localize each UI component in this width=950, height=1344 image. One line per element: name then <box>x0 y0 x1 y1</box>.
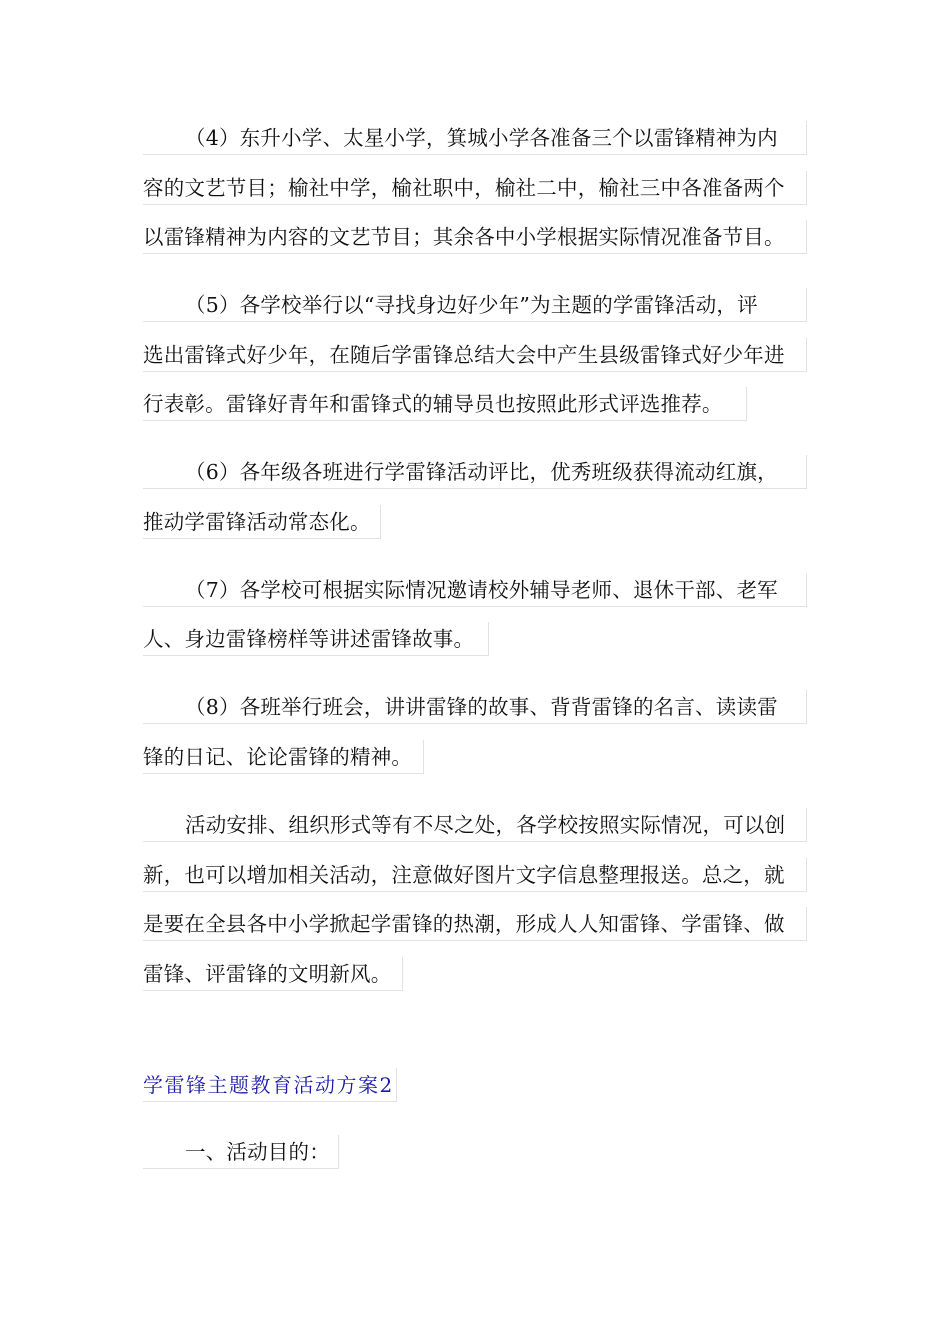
paragraph-4-line-2: 人、身边雷锋榜样等讲述雷锋故事。 <box>143 622 489 656</box>
paragraph-2-line-3: 行表彰。雷锋好青年和雷锋式的辅导员也按照此形式评选推荐。 <box>143 387 747 421</box>
section-heading: 学雷锋主题教育活动方案2 <box>143 1068 397 1102</box>
paragraph-1-line-3: 以雷锋精神为内容的文艺节目；其余各中小学根据实际情况准备节目。 <box>143 220 807 254</box>
paragraph-6-line-4: 雷锋、评雷锋的文明新风。 <box>143 957 403 991</box>
paragraph-5-line-2: 锋的日记、论论雷锋的精神。 <box>143 740 424 774</box>
paragraph-2-line-2: 选出雷锋式好少年，在随后学雷锋总结大会中产生县级雷锋式好少年进 <box>143 338 807 372</box>
paragraph-3-line-2: 推动学雷锋活动常态化。 <box>143 505 381 539</box>
paragraph-6-line-3: 是要在全县各中小学掀起学雷锋的热潮，形成人人知雷锋、学雷锋、做 <box>143 907 807 941</box>
paragraph-6-line-1: 活动安排、组织形式等有不尽之处，各学校按照实际情况，可以创 <box>143 808 807 842</box>
paragraph-1-line-1: （4）东升小学、太星小学，箕城小学各准备三个以雷锋精神为内 <box>143 121 807 155</box>
paragraph-1-line-2: 容的文艺节目；榆社中学，榆社职中，榆社二中，榆社三中各准备两个 <box>143 171 807 205</box>
paragraph-3-line-1: （6）各年级各班进行学雷锋活动评比，优秀班级获得流动红旗， <box>143 455 807 489</box>
subheading: 一、活动目的： <box>143 1135 339 1169</box>
paragraph-5-line-1: （8）各班举行班会，讲讲雷锋的故事、背背雷锋的名言、读读雷 <box>143 690 807 724</box>
paragraph-6-line-2: 新，也可以增加相关活动，注意做好图片文字信息整理报送。总之，就 <box>143 858 807 892</box>
paragraph-4-line-1: （7）各学校可根据实际情况邀请校外辅导老师、退休干部、老军 <box>143 573 807 607</box>
paragraph-2-line-1: （5）各学校举行以“寻找身边好少年”为主题的学雷锋活动，评 <box>143 288 807 322</box>
